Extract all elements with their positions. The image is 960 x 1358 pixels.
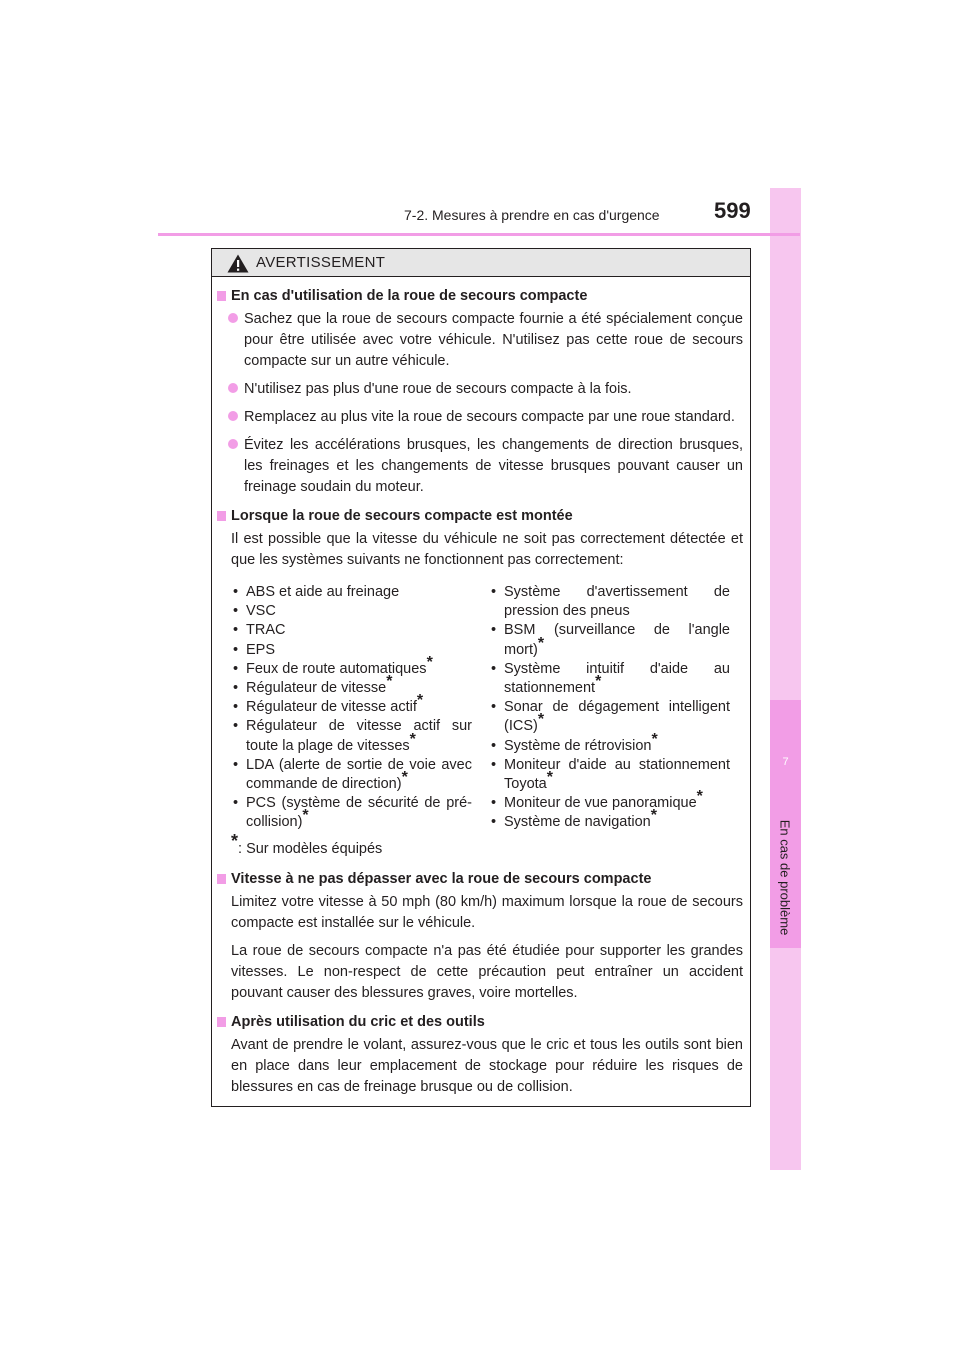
system-item: • Moniteur de vue panoramique* [491,788,703,812]
square-bullet-icon [217,1017,226,1027]
asterisk-mark: * [302,807,309,825]
system-item: • LDA (alerte de sortie de voie avec commande de direction)* [233,756,472,793]
system-item: • EPS [233,641,276,658]
round-bullet-icon [228,439,238,449]
systems-list-right [489,583,730,833]
footnote [217,830,743,860]
warning-triangle-icon [227,254,249,273]
section-heading: 7-2. Mesures à prendre en cas d'urgence [404,207,660,223]
list-item [217,379,743,400]
asterisk-mark: * [537,634,545,652]
asterisk-mark: * [595,673,602,691]
system-item: • Régulateur de vitesse* [233,673,393,697]
warning-content [217,285,743,1105]
system-item: • Moniteur d'aide au stationnement Toyota* [491,756,730,793]
warning-header [212,249,750,277]
systems-list-left [231,583,472,833]
list-item-text: N'utilisez pas plus d'une roue de secours compacte à la fois. [244,381,632,397]
system-item: • BSM (surveillance de l'angle mort)* [491,622,730,658]
round-bullet-icon [228,383,238,393]
square-bullet-icon [217,291,226,301]
header-rule [158,233,800,236]
asterisk-mark: * [696,788,703,806]
subheading-text: Lorsque la roue de secours compacte est montée [231,508,573,524]
subheading [217,868,743,890]
subheading [217,285,743,307]
system-item: • Feux de route automatiques* [233,653,433,677]
chapter-tab-number: 7 [782,756,789,768]
subheading [217,1011,743,1033]
subheading [217,505,743,527]
list-item [217,309,743,372]
list-item-text: Remplacez au plus vite la roue de secours compacte par une roue standard. [244,409,735,425]
system-item: • Régulateur de vitesse actif sur toute la plage de vitesses* [233,718,472,754]
asterisk-mark: * [401,769,408,787]
chapter-tab-label: En cas de problème [777,819,793,936]
warning-title: AVERTISSEMENT [256,254,386,271]
asterisk-mark: * [409,730,416,748]
system-item: • Régulateur de vitesse actif* [233,692,424,716]
paragraph: La roue de secours compacte n'a pas été étudiée pour supporter les grandes vitesses. Le non-respect de cette précaution peut entraîner un accident pouvant causer des blessures graves, voire mortelles. [231,942,743,1001]
paragraph: Avant de prendre le volant, assurez-vous que le cric et tous les outils sont bien en place dans leur emplacement de stockage pour réduire les risques de blessures en cas de freinage brusque ou de collision. [231,1036,743,1095]
square-bullet-icon [217,874,226,884]
system-item: • Sonar de dégagement intelligent (ICS)* [491,699,730,735]
asterisk-mark: * [231,830,239,851]
system-item: • TRAC [233,622,286,639]
subheading-text: Vitesse à ne pas dépasser avec la roue de secours compacte [231,870,652,887]
subheading-text: Après utilisation du cric et des outils [231,1013,485,1030]
list-item-text: Évitez les accélérations brusques, les changements de direction brusques, les freinages et les changements de vitesse brusques pouvant causer un freinage soudain du moteur. [244,437,743,495]
round-bullet-icon [228,313,238,323]
list-item-text: Sachez que la roue de secours compacte fournie a été spécialement conçue pour être utilisée avec votre véhicule. N'utilisez pas cette roue de secours compacte sur un autre véhicule. [244,311,743,369]
square-bullet-icon [217,511,226,521]
system-item: • Système intuitif d'aide au stationnement* [491,660,730,697]
asterisk-mark: * [426,653,433,671]
round-bullet-icon [228,411,238,421]
chapter-sidebar [770,188,801,1170]
asterisk-mark: * [651,730,658,748]
system-item: • Système de navigation* [491,807,657,831]
system-item: • VSC [233,603,276,620]
system-item: • PCS (système de sécurité de pré-collision)* [233,795,472,831]
asterisk-mark: * [546,769,553,787]
list-item [217,435,743,498]
list-item [217,407,743,428]
system-item: • ABS et aide au freinage [233,584,400,600]
system-item: • Système de rétrovision* [491,730,658,754]
asterisk-mark: * [386,673,393,691]
subheading-text: En cas d'utilisation de la roue de secours compacte [231,288,588,304]
footnote-text: : Sur modèles équipés [238,840,383,857]
asterisk-mark: * [416,692,424,710]
asterisk-mark: * [537,711,545,729]
paragraph: Il est possible que la vitesse du véhicule ne soit pas correctement détectée et que les systèmes suivants ne fonctionnent pas correctement: [231,531,743,568]
page-number: 599 [714,198,751,223]
systems-list [217,583,743,833]
paragraph: Limitez votre vitesse à 50 mph (80 km/h) maximum lorsque la roue de secours compacte est installée sur le véhicule. [231,893,743,931]
system-item: • Système d'avertissement de pression des pneus [491,584,730,620]
warning-box [211,248,751,1107]
asterisk-mark: * [650,807,657,825]
